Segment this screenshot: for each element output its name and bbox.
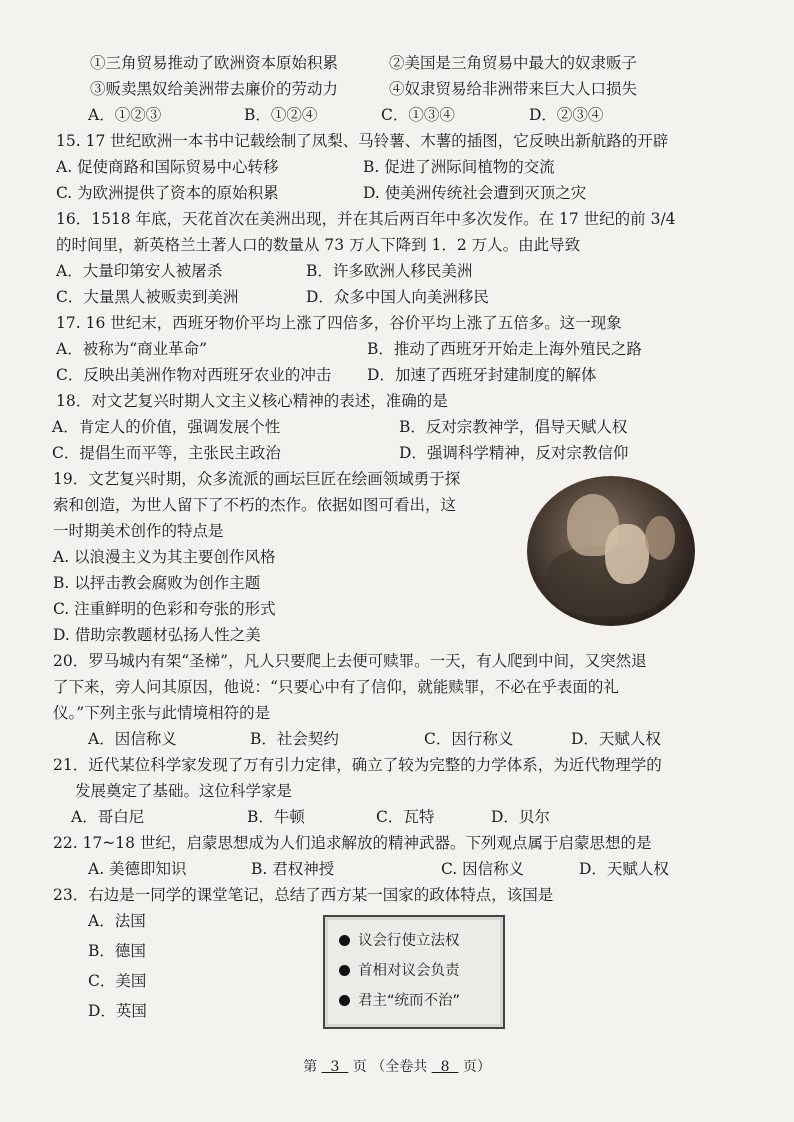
page-footer: 第 3 页 （全卷共 8 页） — [303, 1059, 491, 1075]
q23-option-d: D．英国 — [88, 1002, 147, 1020]
q15-option-b: B. 促进了洲际间植物的交流 — [363, 158, 555, 176]
q14-option-c: C．①③④ — [381, 106, 455, 124]
q20-stem-line3: 仪。”下列主张与此情境相符的是 — [53, 704, 271, 722]
q15-stem: 15. 17 世纪欧洲一本书中记载绘制了凤梨、马铃薯、木薯的插图，它反映出新航路的开辟 — [56, 132, 669, 150]
q18-option-a: A．肯定人的价值，强调发展个性 — [52, 418, 281, 436]
q21-stem-line2: 发展奠定了基础。这位科学家是 — [75, 782, 293, 800]
bullet-icon — [339, 995, 350, 1006]
q19-stem-line1: 19．文艺复兴时期，众多流派的画坛巨匠在绘画领域勇于探 — [53, 470, 461, 488]
q20-stem-line1: 20．罗马城内有架“圣梯”，凡人只要爬上去便可赎罪。一天，有人爬到中间，又突然退 — [53, 652, 647, 670]
q19-option-a: A. 以浪漫主义为其主要创作风格 — [53, 548, 276, 566]
q21-option-c: C．瓦特 — [376, 808, 435, 826]
note-item: 议会行使立法权 — [339, 929, 460, 950]
page-number: 3 — [330, 1059, 340, 1075]
q20-stem-line2: 了下来，旁人问其原因，他说：“只要心中有了信仰，就能赎罪，不必在乎表面的礼 — [53, 678, 619, 696]
q22-option-b: B. 君权神授 — [251, 860, 335, 878]
q17-option-a: A．被称为“商业革命” — [56, 340, 208, 358]
class-notes-box — [323, 915, 505, 1029]
q15-option-c: C. 为欧洲提供了资本的原始积累 — [56, 184, 279, 202]
q22-stem: 22. 17~18 世纪，启蒙思想成为人们追求解放的精神武器。下列观点属于启蒙思想的是 — [53, 834, 652, 852]
q16-option-b: B．许多欧洲人移民美洲 — [306, 262, 473, 280]
q20-option-a: A．因信称义 — [88, 730, 177, 748]
q18-option-c: C．提倡生而平等，主张民主政治 — [52, 444, 281, 462]
q18-option-b: B．反对宗教神学，倡导天赋人权 — [399, 418, 628, 436]
q23-option-b: B．德国 — [88, 942, 146, 960]
q19-stem-line2: 索和创造，为世人留下了不朽的杰作。依据如图可看出，这 — [53, 496, 457, 514]
q15-option-a: A. 促使商路和国际贸易中心转移 — [56, 158, 279, 176]
q14-statement-1: ①三角贸易推动了欧洲资本原始积累 — [90, 54, 339, 72]
q22-option-d: D．天赋人权 — [579, 860, 669, 878]
q22-option-a: A. 美德即知识 — [88, 860, 187, 878]
q19-option-b: B. 以抨击教会腐败为创作主题 — [53, 574, 261, 592]
q23-stem: 23．右边是一同学的课堂笔记，总结了西方某一国家的政体特点，该国是 — [53, 886, 554, 904]
q14-option-b: B．①②④ — [244, 106, 318, 124]
q16-option-d: D．众多中国人向美洲移民 — [306, 288, 489, 306]
madonna-painting-image — [527, 476, 695, 626]
note-item: 君主“统而不治” — [339, 989, 460, 1010]
q16-option-c: C．大量黑人被贩卖到美洲 — [56, 288, 239, 306]
q22-option-c: C. 因信称义 — [441, 860, 525, 878]
q21-stem-line1: 21．近代某位科学家发现了万有引力定律，确立了较为完整的力学体系，为近代物理学的 — [53, 756, 662, 774]
q14-statement-2: ②美国是三角贸易中最大的奴隶贩子 — [389, 54, 638, 72]
total-pages: 8 — [440, 1059, 450, 1075]
q19-stem-line3: 一时期美术创作的特点是 — [53, 522, 224, 540]
q17-stem: 17. 16 世纪末，西班牙物价平均上涨了四倍多，谷价平均上涨了五倍多。这一现象 — [56, 314, 622, 332]
bullet-icon — [339, 965, 350, 976]
q19-option-c: C. 注重鲜明的色彩和夸张的形式 — [53, 600, 276, 618]
q21-option-a: A．哥白尼 — [71, 808, 145, 826]
q23-option-c: C．美国 — [88, 972, 147, 990]
q21-option-b: B．牛顿 — [247, 808, 305, 826]
q15-option-d: D. 使美洲传统社会遭到灭顶之灾 — [363, 184, 587, 202]
q18-stem: 18．对文艺复兴时期人文主义核心精神的表述，准确的是 — [56, 392, 448, 410]
q20-option-b: B．社会契约 — [250, 730, 339, 748]
q14-option-a: A．①②③ — [88, 106, 162, 124]
bullet-icon — [339, 935, 350, 946]
q14-option-d: D．②③④ — [529, 106, 604, 124]
q20-option-d: D．天赋人权 — [571, 730, 661, 748]
q16-option-a: A．大量印第安人被屠杀 — [56, 262, 223, 280]
q14-statement-4: ④奴隶贸易给非洲带来巨大人口损失 — [389, 80, 638, 98]
q21-option-d: D．贝尔 — [491, 808, 550, 826]
q17-option-c: C．反映出美洲作物对西班牙农业的冲击 — [56, 366, 332, 384]
q17-option-d: D．加速了西班牙封建制度的解体 — [367, 366, 597, 384]
q19-option-d: D. 借助宗教题材弘扬人性之美 — [53, 626, 261, 644]
q17-option-b: B．推动了西班牙开始走上海外殖民之路 — [367, 340, 642, 358]
q23-option-a: A．法国 — [88, 912, 146, 930]
q20-option-c: C．因行称义 — [424, 730, 514, 748]
q16-stem-line2: 的时间里，新英格兰土著人口的数量从 73 万人下降到 1．2 万人。由此导致 — [56, 236, 581, 254]
note-item: 首相对议会负责 — [339, 959, 460, 980]
q18-option-d: D．强调科学精神，反对宗教信仰 — [399, 444, 629, 462]
q14-statement-3: ③贩卖黑奴给美洲带去廉价的劳动力 — [90, 80, 339, 98]
q16-stem-line1: 16．1518 年底，天花首次在美洲出现，并在其后两百年中多次发作。在 17 世纪的前 3/4 — [56, 210, 676, 228]
